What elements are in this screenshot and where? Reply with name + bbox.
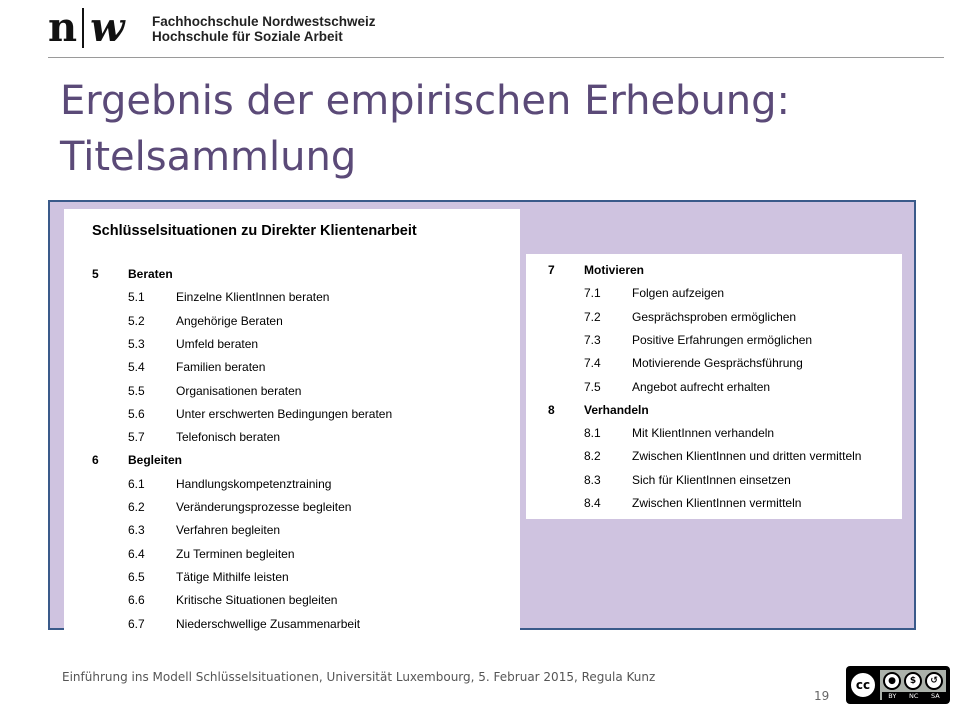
right-table-panel [526, 254, 902, 519]
table-row [64, 544, 520, 564]
table-row [64, 474, 520, 494]
row-text: Tätige Mithilfe leisten [176, 569, 289, 584]
row-number: 6.1 [128, 476, 145, 491]
table-row [526, 353, 902, 373]
table-row [526, 493, 902, 513]
cc-icon: cc [849, 671, 877, 699]
row-text: Niederschwellige Zusammenarbeit [176, 616, 361, 631]
table-row [64, 287, 520, 307]
table-heading: Schlüsselsituationen zu Direkter Klientenarbeit [92, 223, 417, 239]
row-text: Familien beraten [176, 360, 266, 375]
by-attribution-icon: ● [883, 672, 901, 690]
row-number: 8.3 [584, 472, 601, 487]
row-number: 5.6 [128, 406, 145, 421]
row-number: 8.4 [584, 496, 601, 510]
row-number: 7.4 [584, 356, 601, 371]
slide-title-line-1: Ergebnis der empirischen Erhebung: [60, 78, 791, 124]
institution-name [152, 14, 376, 44]
row-text: Gesprächsproben ermöglichen [632, 309, 797, 324]
section-row [526, 400, 902, 420]
table-row [64, 334, 520, 354]
row-text: Zwischen KlientInnen und dritten vermitteln [632, 449, 862, 464]
row-number: 6.4 [128, 546, 145, 561]
row-text: Sich für KlientInnen einsetzen [632, 472, 791, 487]
row-number: 5.5 [128, 383, 145, 398]
row-text: Begleiten [128, 453, 183, 468]
row-number: 7.3 [584, 332, 601, 347]
table-row [64, 590, 520, 610]
table-row [526, 330, 902, 350]
row-text: Verhandeln [584, 402, 649, 417]
table-row [64, 311, 520, 331]
row-number: 5.1 [128, 290, 145, 305]
row-text: Unter erschwerten Bedingungen beraten [176, 406, 393, 421]
row-number: 6.7 [128, 616, 145, 631]
row-number: 6.2 [128, 500, 145, 514]
content-frame [48, 200, 916, 630]
cc-license-tags [882, 692, 946, 700]
row-number: 5.3 [128, 336, 145, 351]
row-text: Organisationen beraten [176, 383, 302, 398]
row-text: Positive Erfahrungen ermöglichen [632, 332, 813, 347]
table-row [64, 497, 520, 517]
row-number: 7.1 [584, 286, 601, 301]
row-number: 8 [548, 402, 555, 417]
row-number: 5.2 [128, 313, 145, 328]
fhnw-logo [48, 4, 125, 51]
table-row [526, 423, 902, 443]
cc-license-conditions [880, 670, 946, 700]
row-text: Motivieren [584, 263, 645, 277]
table-row [64, 404, 520, 424]
row-text: Umfeld beraten [176, 336, 259, 351]
row-number: 5 [92, 267, 99, 281]
logo-w: w [90, 4, 125, 51]
row-number: 7 [548, 263, 555, 277]
institution-line-1: Fachhochschule Nordwestschweiz [152, 14, 376, 29]
table-row [64, 567, 520, 587]
cc-tag-sa: SA [930, 692, 940, 700]
row-number: 6 [92, 453, 99, 468]
table-row [64, 614, 520, 634]
row-text: Kritische Situationen begleiten [176, 593, 338, 608]
table-row [64, 381, 520, 401]
nc-noncommercial-icon: $ [904, 672, 922, 690]
row-number: 6.3 [128, 523, 145, 538]
row-text: Folgen aufzeigen [632, 286, 725, 301]
row-text: Motivierende Gesprächsführung [632, 356, 803, 371]
slide-title [60, 73, 920, 185]
institution-line-2: Hochschule für Soziale Arbeit [152, 29, 343, 44]
row-text: Beraten [128, 267, 173, 281]
cc-tag-nc: NC [908, 692, 919, 700]
row-number: 8.1 [584, 426, 601, 441]
table-row [526, 283, 902, 303]
section-row [526, 260, 902, 280]
row-number: 8.2 [584, 449, 601, 464]
row-text: Einzelne KlientInnen beraten [176, 290, 330, 305]
table-row [64, 357, 520, 377]
row-number: 5.7 [128, 430, 145, 445]
logo-n: n [48, 4, 77, 51]
row-number: 6.5 [128, 569, 145, 584]
left-table-panel [64, 209, 520, 641]
row-text: Mit KlientInnen verhandeln [632, 426, 775, 441]
cc-license-badge [846, 666, 950, 704]
cc-tag-by: BY [888, 692, 897, 700]
row-text: Telefonisch beraten [176, 430, 281, 445]
logo-divider [82, 8, 84, 48]
footer-text: Einführung ins Modell Schlüsselsituationen, Universität Luxembourg, 5. Februar 2015, Regula Kunz [62, 670, 656, 684]
row-text: Veränderungsprozesse begleiten [176, 500, 352, 514]
row-text: Zwischen KlientInnen vermitteln [632, 496, 802, 510]
table-row [64, 520, 520, 540]
row-text: Handlungskompetenztraining [176, 476, 332, 491]
row-number: 7.2 [584, 309, 601, 324]
section-row [64, 264, 520, 284]
row-number: 7.5 [584, 379, 601, 394]
table-row [64, 427, 520, 447]
section-row [64, 450, 520, 470]
row-text: Angebot aufrecht erhalten [632, 379, 771, 394]
row-number: 5.4 [128, 360, 145, 375]
row-text: Angehörige Beraten [176, 313, 283, 328]
sa-sharealike-icon: ↺ [925, 672, 943, 690]
table-row [526, 377, 902, 397]
slide-title-line-2: Titelsammlung [60, 134, 357, 180]
row-number: 6.6 [128, 593, 145, 608]
header-divider [48, 57, 944, 58]
row-text: Verfahren begleiten [176, 523, 281, 538]
page-number: 19 [814, 689, 830, 703]
table-row [526, 307, 902, 327]
row-text: Zu Terminen begleiten [176, 546, 295, 561]
table-row [526, 446, 902, 466]
table-row [526, 470, 902, 490]
